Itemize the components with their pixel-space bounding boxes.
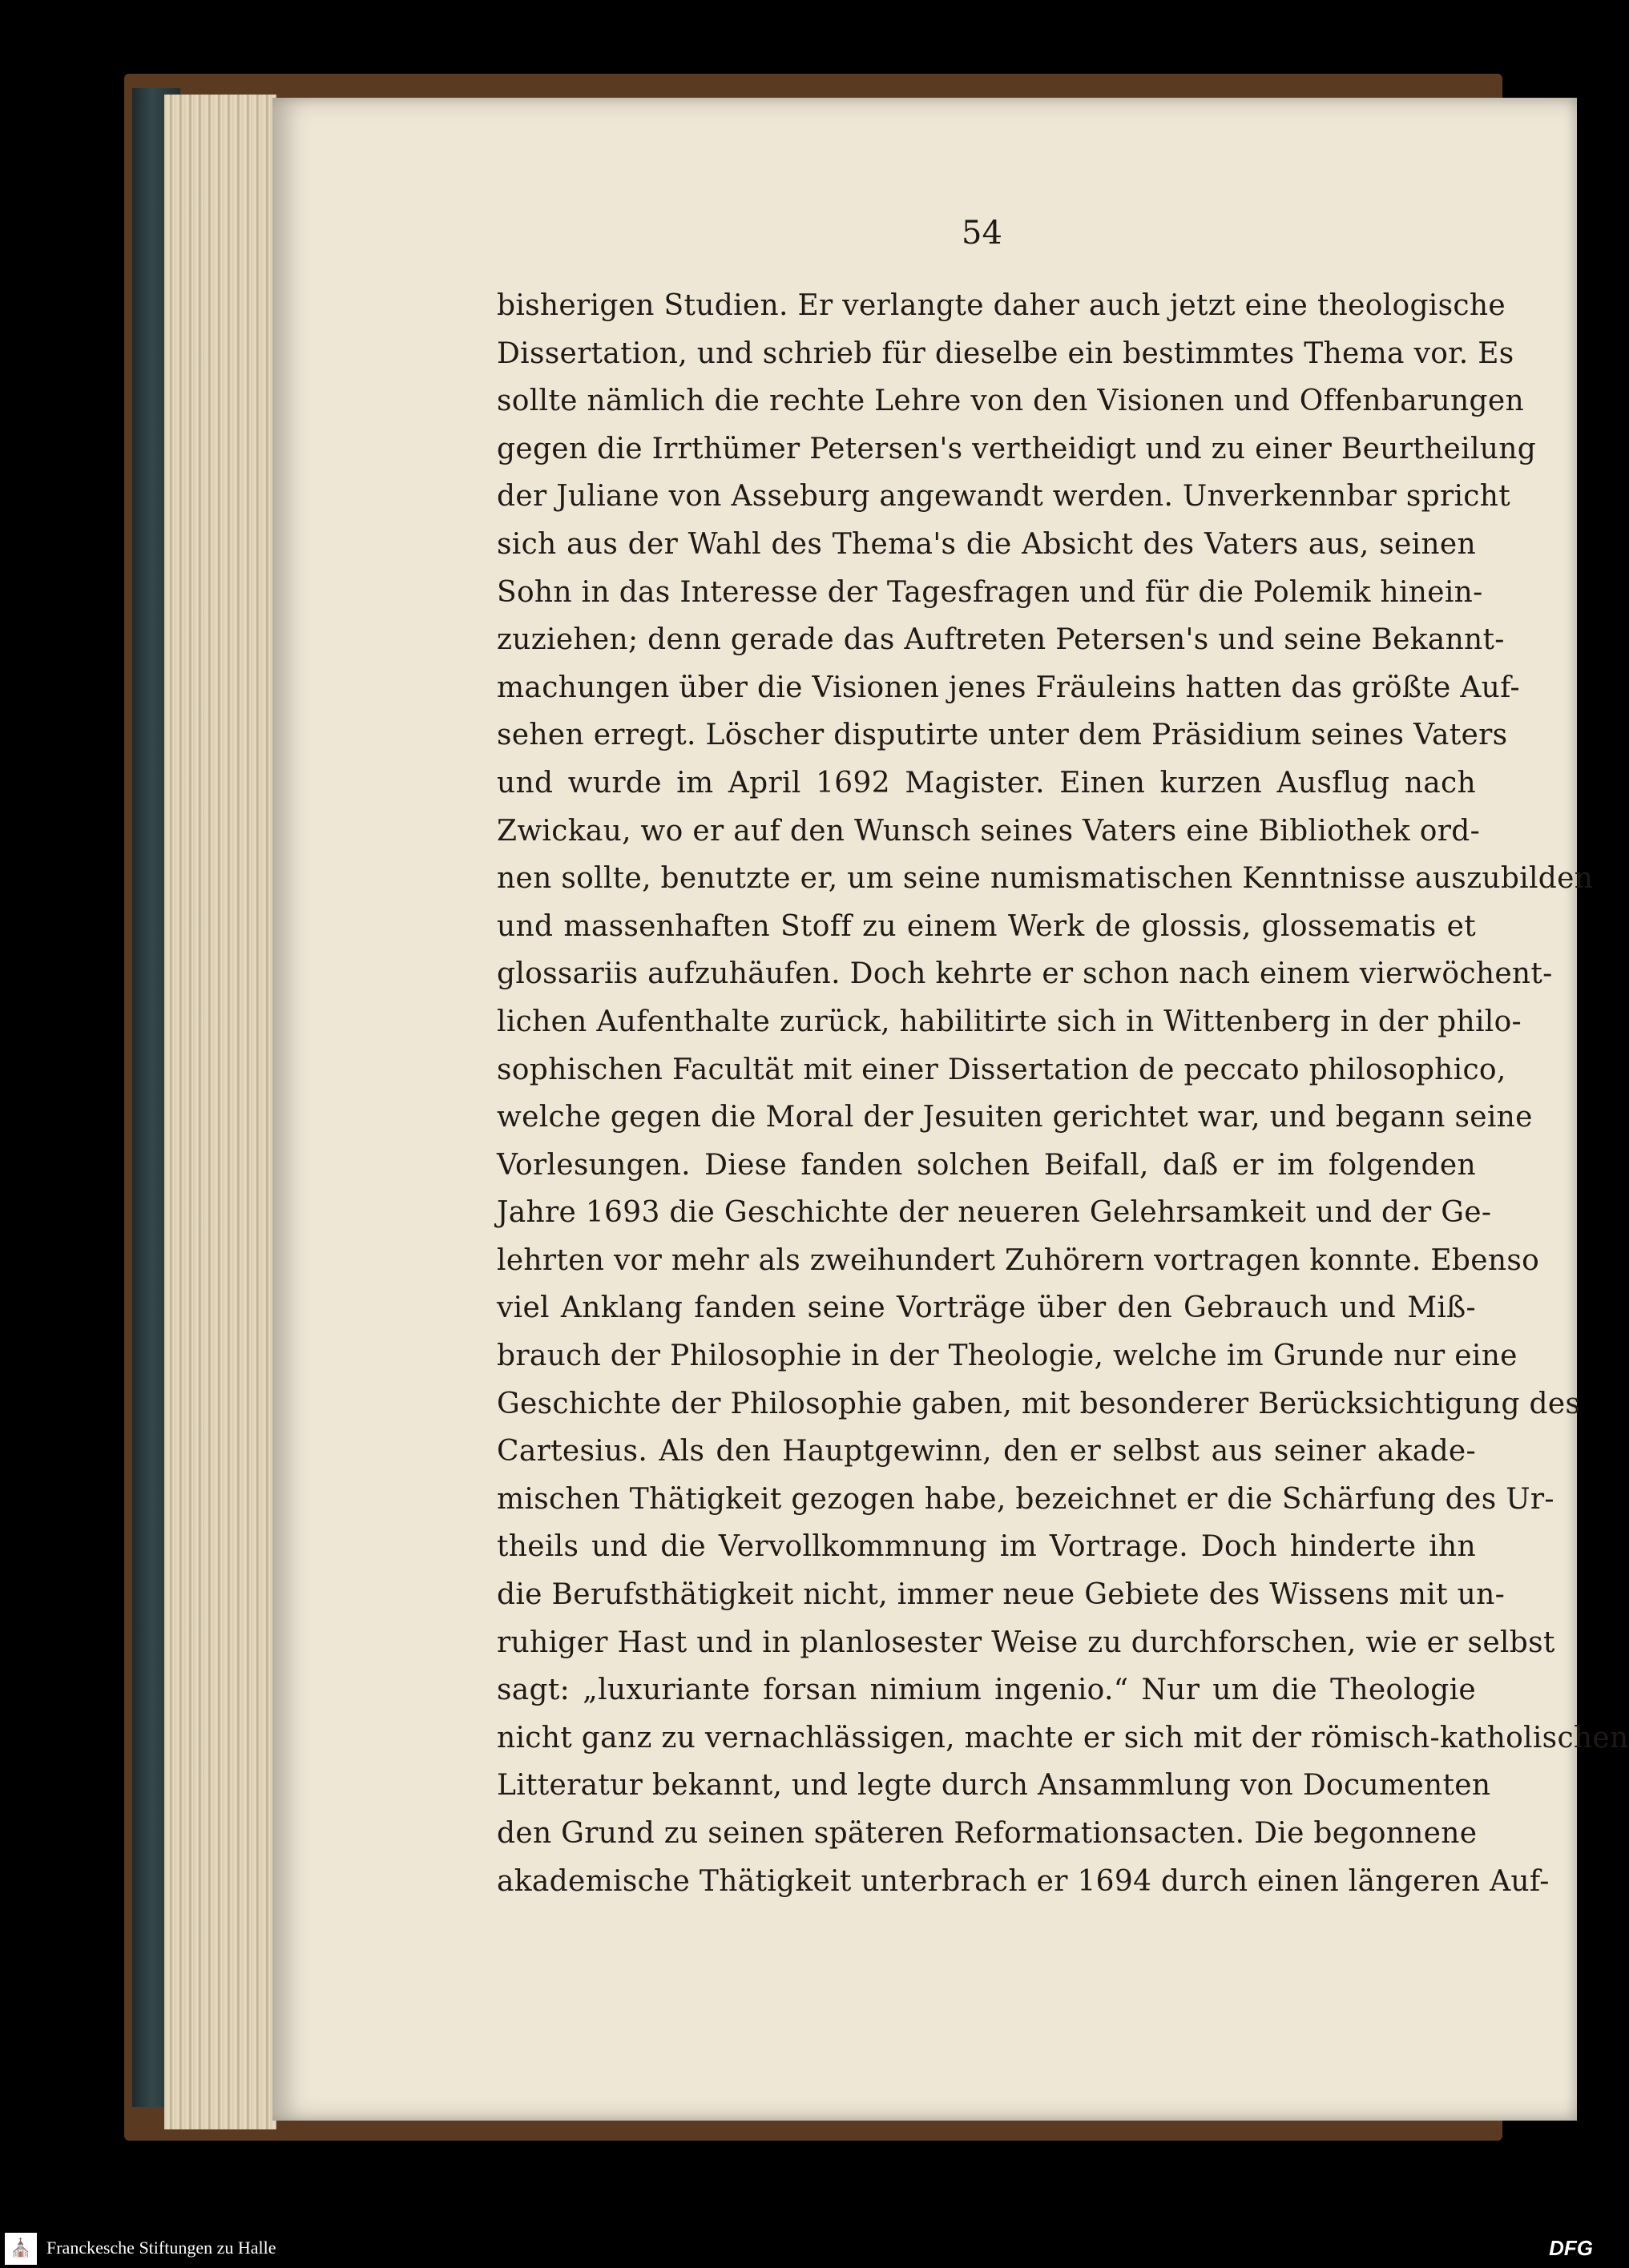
text-line: viel Anklang fanden seine Vorträge über den Gebrauch und Miß- xyxy=(497,1291,1476,1325)
text-line: sagt: „luxuriante forsan nimium ingenio.“ Nur um die Theologie xyxy=(497,1674,1476,1707)
page-edges xyxy=(164,95,276,2129)
text-line: akademische Thätigkeit unterbrach er 1694 durch einen längeren Auf- xyxy=(497,1864,1550,1898)
institution-name: Franckesche Stiftungen zu Halle xyxy=(46,2238,276,2258)
text-line: Sohn in das Interesse der Tagesfragen und für die Polemik hinein- xyxy=(497,575,1483,609)
text-line: mischen Thätigkeit gezogen habe, bezeichnet er die Schärfung des Ur- xyxy=(497,1482,1554,1516)
viewer-footer xyxy=(0,2230,1603,2268)
text-line: Jahre 1693 die Geschichte der neueren Gelehrsamkeit und der Ge- xyxy=(497,1196,1492,1230)
text-line: brauch der Philosophie in der Theologie, welche im Grunde nur eine xyxy=(497,1339,1518,1373)
page-text xyxy=(497,282,1629,1905)
text-line: Zwickau, wo er auf den Wunsch seines Vaters eine Bibliothek ord- xyxy=(497,814,1481,848)
dfg-logo: DFG xyxy=(1549,2236,1593,2260)
text-line: welche gegen die Moral der Jesuiten gerichtet war, und begann seine xyxy=(497,1101,1533,1134)
text-line: sich aus der Wahl des Thema's die Absicht des Vaters aus, seinen xyxy=(497,527,1476,561)
text-line: nicht ganz zu vernachlässigen, machte er sich mit der römisch-katholischen xyxy=(497,1721,1629,1754)
text-line: sollte nämlich die rechte Lehre von den Visionen und Offenbarungen xyxy=(497,385,1524,418)
text-line: und massenhaften Stoff zu einem Werk de glossis, glossematis et xyxy=(497,909,1476,943)
text-line: Vorlesungen. Diese fanden solchen Beifall, daß er im folgenden xyxy=(497,1148,1476,1182)
text-line: und wurde im April 1692 Magister. Einen kurzen Ausflug nach xyxy=(497,766,1476,800)
text-line: lichen Aufenthalte zurück, habilitirte sich in Wittenberg in der philo- xyxy=(497,1005,1522,1038)
text-line: Geschichte der Philosophie gaben, mit besonderer Berücksichtigung des xyxy=(497,1387,1581,1420)
text-line: den Grund zu seinen späteren Reformationsacten. Die begonnene xyxy=(497,1817,1478,1850)
text-line: sophischen Facultät mit einer Dissertation de peccato philosophico, xyxy=(497,1053,1506,1086)
text-line: Litteratur bekannt, und legte durch Ansammlung von Documenten xyxy=(497,1769,1491,1803)
page-number: 54 xyxy=(962,215,1002,252)
text-line: Dissertation, und schrieb für dieselbe ein bestimmtes Thema vor. Es xyxy=(497,336,1514,370)
text-line: machungen über die Visionen jenes Fräuleins hatten das größte Auf- xyxy=(497,671,1520,704)
text-line: die Berufsthätigkeit nicht, immer neue Gebiete des Wissens mit un- xyxy=(497,1578,1506,1612)
text-line: ruhiger Hast und in planlosester Weise zu durchforschen, wie er selbst xyxy=(497,1625,1555,1659)
text-line: zuziehen; denn gerade das Auftreten Petersen's und seine Bekannt- xyxy=(497,623,1505,657)
text-line: bisherigen Studien. Er verlangte daher auch jetzt eine theologische xyxy=(497,289,1506,322)
text-line: der Juliane von Asseburg angewandt werden. Unverkennbar spricht xyxy=(497,480,1511,514)
text-line: theils und die Vervollkommnung im Vortrage. Doch hinderte ihn xyxy=(497,1530,1476,1564)
text-line: sehen erregt. Löscher disputirte unter dem Präsidium seines Vaters xyxy=(497,719,1508,752)
text-line: gegen die Irrthümer Petersen's vertheidigt und zu einer Beurtheilung xyxy=(497,432,1537,465)
text-line: nen sollte, benutzte er, um seine numismatischen Kenntnisse auszubilden xyxy=(497,862,1594,896)
text-line: Cartesius. Als den Hauptgewinn, den er selbst aus seiner akade- xyxy=(497,1435,1476,1468)
text-line: lehrten vor mehr als zweihundert Zuhörern vortragen konnte. Ebenso xyxy=(497,1243,1540,1277)
institution-logo-icon: ⛪ xyxy=(5,2233,37,2265)
text-line: glossariis aufzuhäufen. Doch kehrte er schon nach einem vierwöchent- xyxy=(497,957,1553,991)
